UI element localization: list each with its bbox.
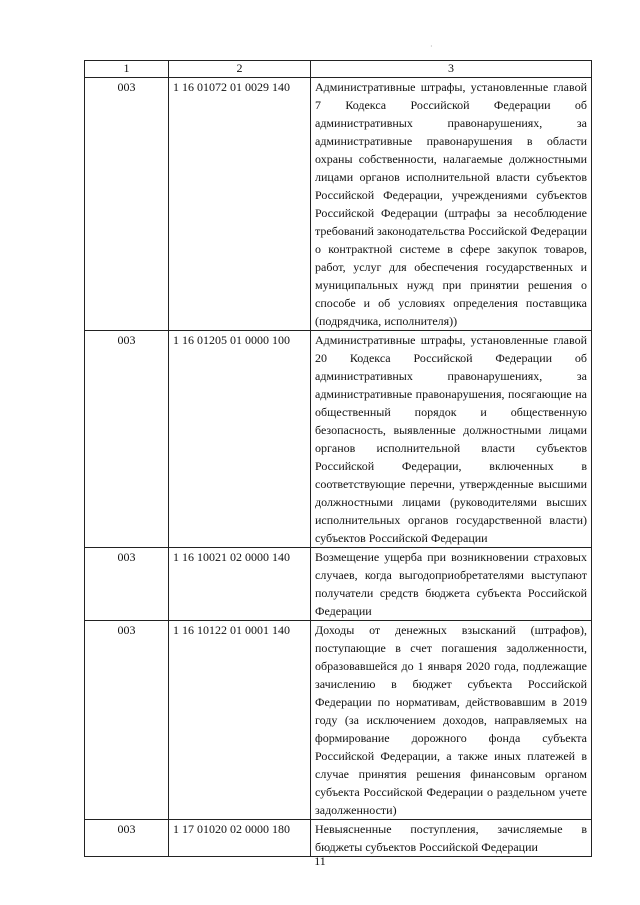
budget-code-cell: 1 16 10021 02 0000 140 [169, 548, 311, 621]
admin-code-cell: 003 [85, 78, 169, 331]
table-row [85, 331, 592, 548]
budget-code-cell: 1 16 01205 01 0000 100 [169, 331, 311, 548]
table-row [85, 78, 592, 331]
description-cell: Возмещение ущерба при возникновении страховых случаев, когда выгодоприобретателями выступают получатели средств бюджета субъекта Российской Федерации [311, 548, 592, 621]
budget-code-cell: 1 17 01020 02 0000 180 [169, 820, 311, 857]
description-cell: Административные штрафы, установленные главой 7 Кодекса Российской Федерации об административных правонарушениях, за административные правонарушения в области охраны собственности, налагаемые должностными лицами органов исполнительной власти субъектов Российской Федерации, учреждениями субъектов Российской Федерации (штрафы за несоблюдение требований законодательства Российской Федерации о контрактной системе в сфере закупок товаров, работ, услуг для обеспечения государственных и муниципальных нужд при принятии решения о способе и об условиях определения поставщика (подрядчика, исполнителя)) [311, 78, 592, 331]
admin-code-cell: 003 [85, 548, 169, 621]
description-cell: Невыясненные поступления, зачисляемые в бюджеты субъектов Российской Федерации [311, 820, 592, 857]
budget-code-cell: 1 16 01072 01 0029 140 [169, 78, 311, 331]
table-row [85, 820, 592, 857]
budget-code-cell: 1 16 10122 01 0001 140 [169, 621, 311, 820]
column-header-1: 1 [85, 61, 169, 78]
column-header-2: 2 [169, 61, 311, 78]
revenue-codes-table [84, 60, 592, 857]
page-number: 11 [314, 854, 326, 868]
page-mark: · [430, 42, 433, 51]
table-header-row [85, 61, 592, 78]
admin-code-cell: 003 [85, 820, 169, 857]
description-cell: Доходы от денежных взысканий (штрафов), поступающие в счет погашения задолженности, образовавшейся до 1 января 2020 года, подлежащие зачислению в бюджет субъекта Российской Федерации по нормативам, действовавшим в 2019 году (за исключением доходов, направляемых на формирование дорожного фонда субъекта Российской Федерации, а также иных платежей в случае принятия решения финансовым органом субъекта Российской Федерации о раздельном учете задолженности) [311, 621, 592, 820]
admin-code-cell: 003 [85, 331, 169, 548]
column-header-3: 3 [311, 61, 592, 78]
table-row [85, 621, 592, 820]
admin-code-cell: 003 [85, 621, 169, 820]
table-row [85, 548, 592, 621]
description-cell: Административные штрафы, установленные главой 20 Кодекса Российской Федерации об административных правонарушениях, за административные правонарушения, посягающие на общественный порядок и общественную безопасность, выявленные должностными лицами органов исполнительной власти субъектов Российской Федерации, включенных в соответствующие перечни, утвержденные высшими должностными лицами (руководителями высших исполнительных органов государственной власти) субъектов Российской Федерации [311, 331, 592, 548]
